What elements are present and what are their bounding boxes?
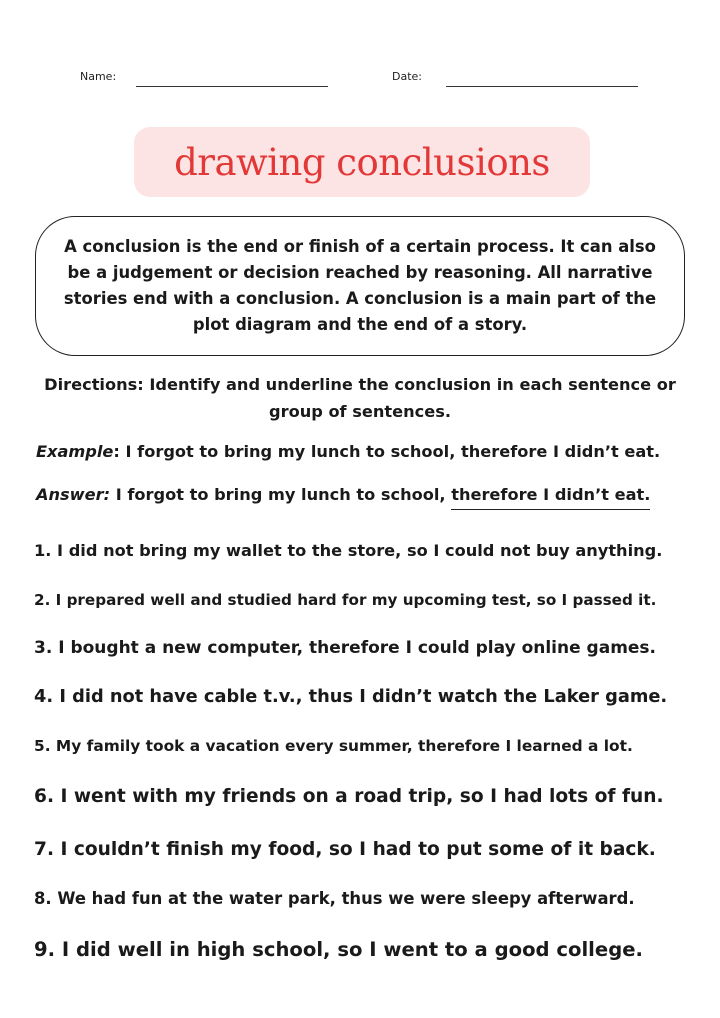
definition-text: A conclusion is the end or finish of a certain process. It can also be a judgement or decision reached by reasoning. All narrative stories end with a conclusion. A conclusion is a main part of the plot diagram and the end of a story. <box>63 237 657 334</box>
sentence-item-1[interactable]: 1. I did not bring my wallet to the store, so I could not buy anything. <box>34 541 663 560</box>
example-line <box>36 442 660 461</box>
sentence-item-7[interactable]: 7. I couldn’t finish my food, so I had to put some of it back. <box>34 839 656 860</box>
sentence-item-8[interactable]: 8. We had fun at the water park, thus we were sleepy afterward. <box>34 889 635 908</box>
name-label: Name: <box>80 70 117 83</box>
title-banner <box>134 127 590 197</box>
sentence-item-6[interactable]: 6. I went with my friends on a road trip, so I had lots of fun. <box>34 786 664 807</box>
definition-box <box>35 216 685 356</box>
answer-line <box>36 485 650 510</box>
sentence-item-9[interactable]: 9. I did well in high school, so I went to a good college. <box>34 938 643 961</box>
date-label: Date: <box>392 70 422 83</box>
sentence-item-4[interactable]: 4. I did not have cable t.v., thus I didn’t watch the Laker game. <box>34 686 668 707</box>
name-blank-line[interactable] <box>136 86 328 87</box>
answer-label: Answer: <box>36 485 111 504</box>
page-title: drawing conclusions <box>174 140 550 184</box>
example-text: : I forgot to bring my lunch to school, therefore I didn’t eat. <box>113 442 661 461</box>
answer-underlined-conclusion: therefore I didn’t eat. <box>451 485 650 510</box>
directions-text: Directions: Identify and underline the conclusion in each sentence or group of sentences. <box>44 375 676 421</box>
answer-text: I forgot to bring my lunch to school, <box>110 485 452 504</box>
date-blank-line[interactable] <box>446 86 638 87</box>
sentence-item-2[interactable]: 2. I prepared well and studied hard for my upcoming test, so I passed it. <box>34 591 657 609</box>
sentence-item-5[interactable]: 5. My family took a vacation every summer, therefore I learned a lot. <box>34 737 633 755</box>
sentence-item-3[interactable]: 3. I bought a new computer, therefore I could play online games. <box>34 638 657 658</box>
example-label: Example <box>36 442 114 461</box>
header-row <box>0 68 720 92</box>
